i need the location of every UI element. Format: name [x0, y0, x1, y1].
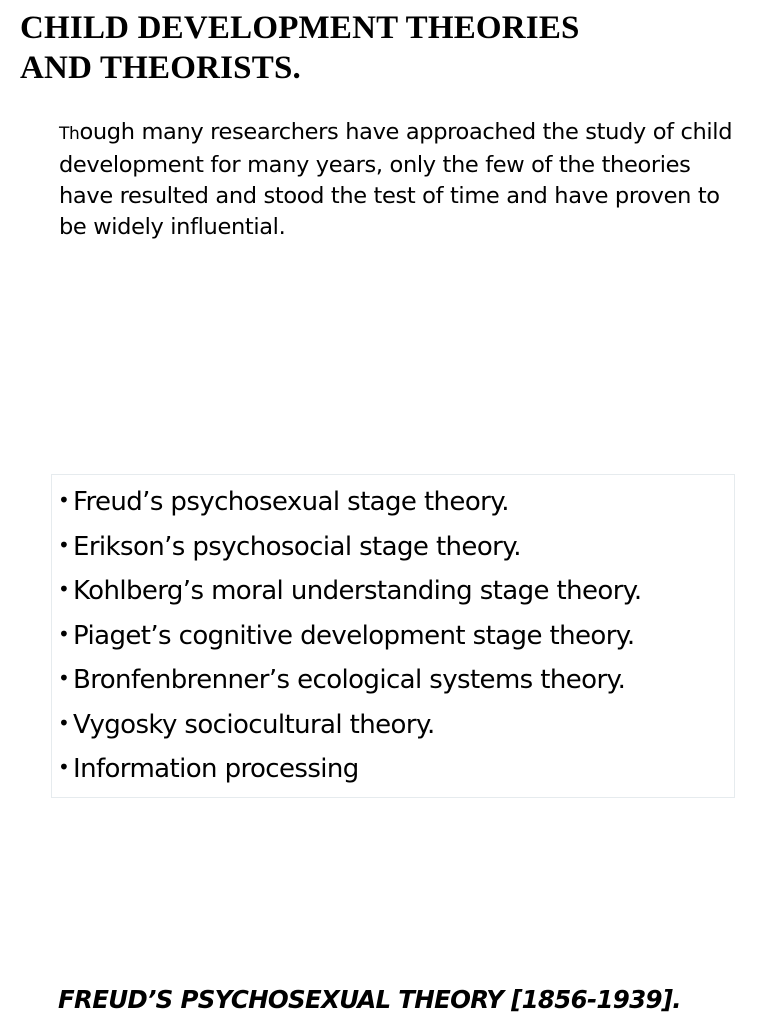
list-item [58, 479, 642, 524]
list-item [58, 524, 642, 569]
page-title-line-2: AND THEORISTS. [20, 50, 301, 86]
bullet-icon: • [58, 577, 70, 601]
list-item [58, 702, 642, 747]
list-item [58, 613, 642, 658]
theories-list-box [51, 474, 735, 798]
bullet-icon: • [58, 755, 70, 779]
bullet-icon: • [58, 488, 70, 512]
list-item [58, 568, 642, 613]
list-item [58, 657, 642, 702]
bullet-icon: • [58, 621, 70, 646]
intro-paragraph [59, 117, 739, 243]
list-item-label: Freud’s psychosexual stage theory. [73, 487, 509, 517]
section-heading: FREUD’S PSYCHOSEXUAL THEORY [1856-1939]. [58, 985, 681, 1014]
list-item-label: Bronfenbrenner’s ecological systems theory. [73, 665, 626, 695]
intro-lead-letters: Th [59, 124, 80, 144]
page-title-line-1: CHILD DEVELOPMENT THEORIES [20, 10, 580, 46]
theories-list [58, 479, 642, 791]
bullet-icon: • [58, 532, 70, 557]
intro-text: ough many researchers have approached the study of child development for many years, only the few of the theories have resulted and stood the test of time and have proven to be widely influential. [59, 119, 733, 240]
list-item-label: Kohlberg’s moral understanding stage theory. [73, 576, 642, 606]
list-item-label: Vygosky sociocultural theory. [73, 709, 435, 740]
page-title [20, 8, 720, 88]
list-item-label: Erikson’s psychosocial stage theory. [73, 531, 521, 562]
list-item-label: Piaget’s cognitive development stage theory. [73, 620, 635, 651]
bullet-icon: • [58, 710, 70, 735]
bullet-icon: • [58, 666, 70, 690]
list-item-label: Information processing [73, 754, 359, 784]
list-item [58, 746, 642, 791]
